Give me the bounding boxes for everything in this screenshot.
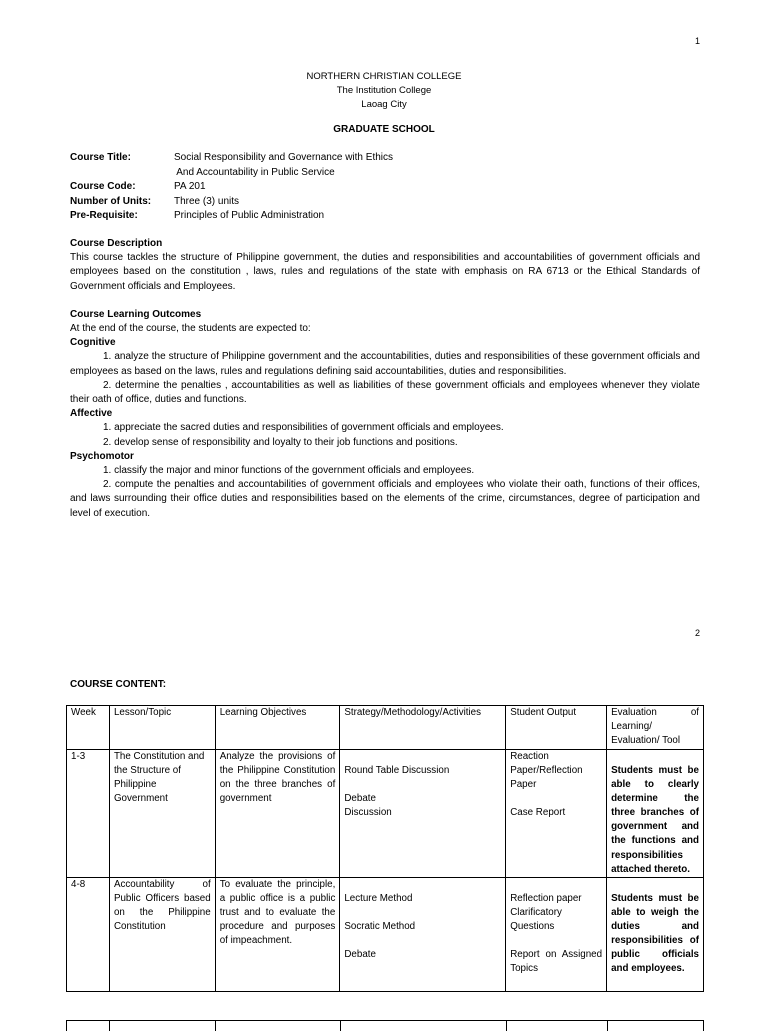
course-content-table [66, 705, 704, 992]
affective-item: 2. develop sense of responsibility and loyalty to their job functions and positions. [103, 436, 458, 448]
meta-label: Course Code: [70, 181, 136, 192]
school-title: GRADUATE SCHOOL [333, 124, 435, 135]
row-output [506, 750, 607, 878]
header-evaluation: Evaluation of Learning/ Evaluation/ Tool [607, 706, 704, 750]
row-evaluation: Students must be able to weigh the duties and responsibilities of public officials and employees. [607, 878, 704, 992]
psychomotor-item: 1. classify the major and minor functions of the government officials and employees. [103, 465, 475, 477]
row-objectives: To evaluate the principle, a public office is a public trust and to evaluate the procedure and purposes of impeachment. [215, 878, 340, 992]
strategy-line [344, 934, 501, 948]
output-line: Report on Assigned Topics [510, 949, 603, 975]
meta-label: Pre-Requisite: [70, 210, 138, 221]
cognitive-item: 1. analyze the structure of Philippine government and the accountabilities, duties and responsibilities of these government officials and employees as based on the laws, rules and regulations defining said accountabilities, duties and responsibilities. [70, 351, 700, 377]
description-text: This course tackles the structure of Philippine government, the duties and responsibilities and accountabilities of government officials and employees based on the constitution , laws, rules and regulations of the state with emphasis on RA 6713 or the Ethical Standards of Government officials and Employees. [70, 252, 700, 292]
meta-value: Principles of Public Administration [174, 210, 325, 221]
output-line: Reflection paper [510, 893, 582, 904]
row-topic: Accountability of Public Officers based on the Philippine Constitution [109, 878, 215, 992]
meta-label: Number of Units: [70, 195, 152, 207]
college-name: NORTHERN CHRISTIAN COLLEGE [306, 71, 462, 82]
row-topic: The Constitution and the Structure of Philippine Government [109, 750, 215, 878]
affective-item: 1. appreciate the sacred duties and responsibilities of government officials and employees. [103, 422, 504, 434]
strategy-line: Socratic Method [344, 921, 416, 933]
row-strategy [340, 750, 506, 878]
table-row [67, 750, 704, 878]
page-number: 1 [694, 36, 700, 46]
table-header-row [67, 706, 704, 750]
page-number: 2 [694, 628, 700, 638]
strategy-line: Debate [344, 949, 376, 961]
strategy-line: Round Table Discussion [344, 765, 450, 776]
strategy-line: Lecture Method [344, 893, 413, 904]
next-table-top-edge [66, 1020, 704, 1031]
header-objectives: Learning Objectives [215, 706, 340, 750]
course-content-heading: COURSE CONTENT: [70, 679, 167, 690]
row-week: 1-3 [67, 750, 110, 878]
output-line: Reaction Paper/Reflection Paper [510, 751, 583, 791]
description-heading: Course Description [70, 238, 163, 249]
strategy-line: Debate [344, 793, 376, 805]
strategy-line [344, 906, 501, 920]
output-line: Case Report [510, 807, 566, 819]
strategy-line [344, 750, 501, 764]
outcomes-heading: Course Learning Outcomes [70, 308, 202, 320]
college-subtitle: The Institution College [336, 85, 432, 96]
row-objectives: Analyze the provisions of the Philippine Constitution on the three branches of government [215, 750, 340, 878]
header-week: Week [67, 706, 110, 750]
meta-value: And Accountability in Public Service [174, 166, 335, 178]
college-city: Laoag City [361, 99, 407, 110]
output-line: Clarificatory Questions [510, 907, 562, 933]
meta-value: Three (3) units [174, 195, 240, 207]
row-output [506, 878, 607, 992]
output-line [510, 878, 602, 892]
outcomes-intro: At the end of the course, the students are expected to: [70, 323, 311, 335]
psychomotor-item: 2. compute the penalties and accountabilities of government officials and employees who violate their oath, functions of their offices, and laws surrounding their office duties and responsibilities based on the elements of the crime, circumstances, degree of participation and level of execution. [70, 479, 700, 519]
header-strategy: Strategy/Methodology/Activities [340, 706, 506, 750]
cognitive-heading: Cognitive [70, 337, 116, 349]
header-output: Student Output [506, 706, 607, 750]
affective-heading: Affective [70, 408, 113, 420]
row-week: 4-8 [67, 878, 110, 992]
psychomotor-heading: Psychomotor [70, 450, 134, 462]
output-line [510, 792, 602, 806]
meta-value: Social Responsibility and Governance with Ethics [174, 152, 393, 163]
strategy-line [344, 878, 501, 892]
output-line [510, 934, 602, 948]
table-row [67, 878, 704, 992]
strategy-line: Discussion [344, 807, 392, 819]
header-topic: Lesson/Topic [109, 706, 215, 750]
meta-label: Course Title: [70, 152, 131, 163]
strategy-line [344, 778, 501, 792]
row-strategy [340, 878, 506, 992]
meta-value: PA 201 [174, 181, 206, 192]
row-evaluation: Students must be able to clearly determine the three branches of government and the functions and responsibilities attached thereto. [607, 750, 704, 878]
cognitive-item: 2. determine the penalties , accountabilities as well as liabilities of these government officials and employees whenever they violate their oath of office, duties and functions. [70, 379, 700, 406]
